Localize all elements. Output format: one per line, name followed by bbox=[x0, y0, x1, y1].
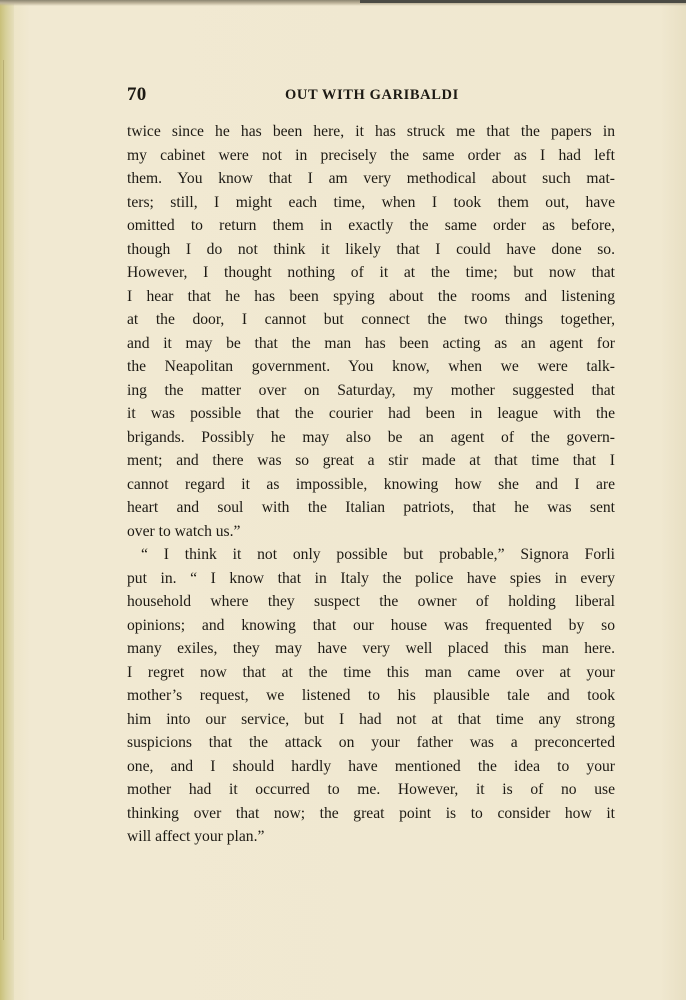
text-line: ment; and there was so great a stir made at that time that I bbox=[127, 452, 615, 469]
text-line: at the door, I cannot but connect the two things together, bbox=[127, 311, 615, 328]
text-line: it was possible that the courier had been in league with the bbox=[127, 405, 615, 422]
text-line: my cabinet were not in precisely the same order as I had left bbox=[127, 146, 615, 164]
text-line: one, and I should hardly have mentioned the idea to your bbox=[127, 757, 615, 775]
page-number: 70 bbox=[127, 84, 147, 105]
text-line: put in. “ I know that in Italy the police have spies in every bbox=[127, 569, 615, 587]
text-line: However, I thought nothing of it at the time; but now that bbox=[127, 264, 615, 281]
text-line: heart and soul with the Italian patriots, that he was sent bbox=[127, 499, 615, 516]
text-line: thinking over that now; the great point is to consider how it bbox=[127, 804, 615, 822]
text-line: mother’s request, we listened to his plausible tale and took bbox=[127, 687, 615, 704]
text-line: brigands. Possibly he may also be an agent of the govern- bbox=[127, 428, 615, 446]
text-line: suspicions that the attack on your father was a preconcerted bbox=[127, 734, 615, 751]
text-line: opinions; and knowing that our house was frequented by so bbox=[127, 616, 615, 634]
running-head: OUT WITH GARIBALDI bbox=[285, 87, 459, 103]
text-line: ters; still, I might each time, when I took them out, have bbox=[127, 193, 615, 211]
body-text bbox=[127, 120, 615, 849]
text-line: and it may be that the man has been acting as an agent for bbox=[127, 334, 615, 352]
text-line: twice since he has been here, it has struck me that the papers in bbox=[127, 123, 615, 140]
spine-crease bbox=[3, 60, 4, 940]
page-header bbox=[127, 84, 617, 108]
text-line: many exiles, they may have very well placed this man here. bbox=[127, 640, 615, 657]
text-line: “ I think it not only possible but probable,” Signora Forli bbox=[141, 546, 615, 563]
text-line: omitted to return them in exactly the same order as before, bbox=[127, 217, 615, 234]
text-line: cannot regard it as impossible, knowing how she and I are bbox=[127, 475, 615, 493]
text-line: I regret now that at the time this man came over at your bbox=[127, 663, 615, 681]
text-line: them. You know that I am very methodical about such mat- bbox=[127, 170, 615, 187]
text-line: household where they suspect the owner of holding liberal bbox=[127, 593, 615, 610]
text-line: over to watch us.” bbox=[127, 522, 241, 540]
text-line: him into our service, but I had not at that time any strong bbox=[127, 710, 615, 728]
text-line: the Neapolitan government. You know, when we were talk- bbox=[127, 358, 615, 375]
text-line: will affect your plan.” bbox=[127, 828, 265, 845]
text-line: ing the matter over on Saturday, my mother suggested that bbox=[127, 381, 615, 399]
text-line: mother had it occurred to me. However, it is of no use bbox=[127, 781, 615, 798]
page-top-shadow bbox=[360, 0, 686, 3]
text-line: though I do not think it likely that I could have done so. bbox=[127, 240, 615, 258]
text-line: I hear that he has been spying about the rooms and listening bbox=[127, 287, 615, 305]
